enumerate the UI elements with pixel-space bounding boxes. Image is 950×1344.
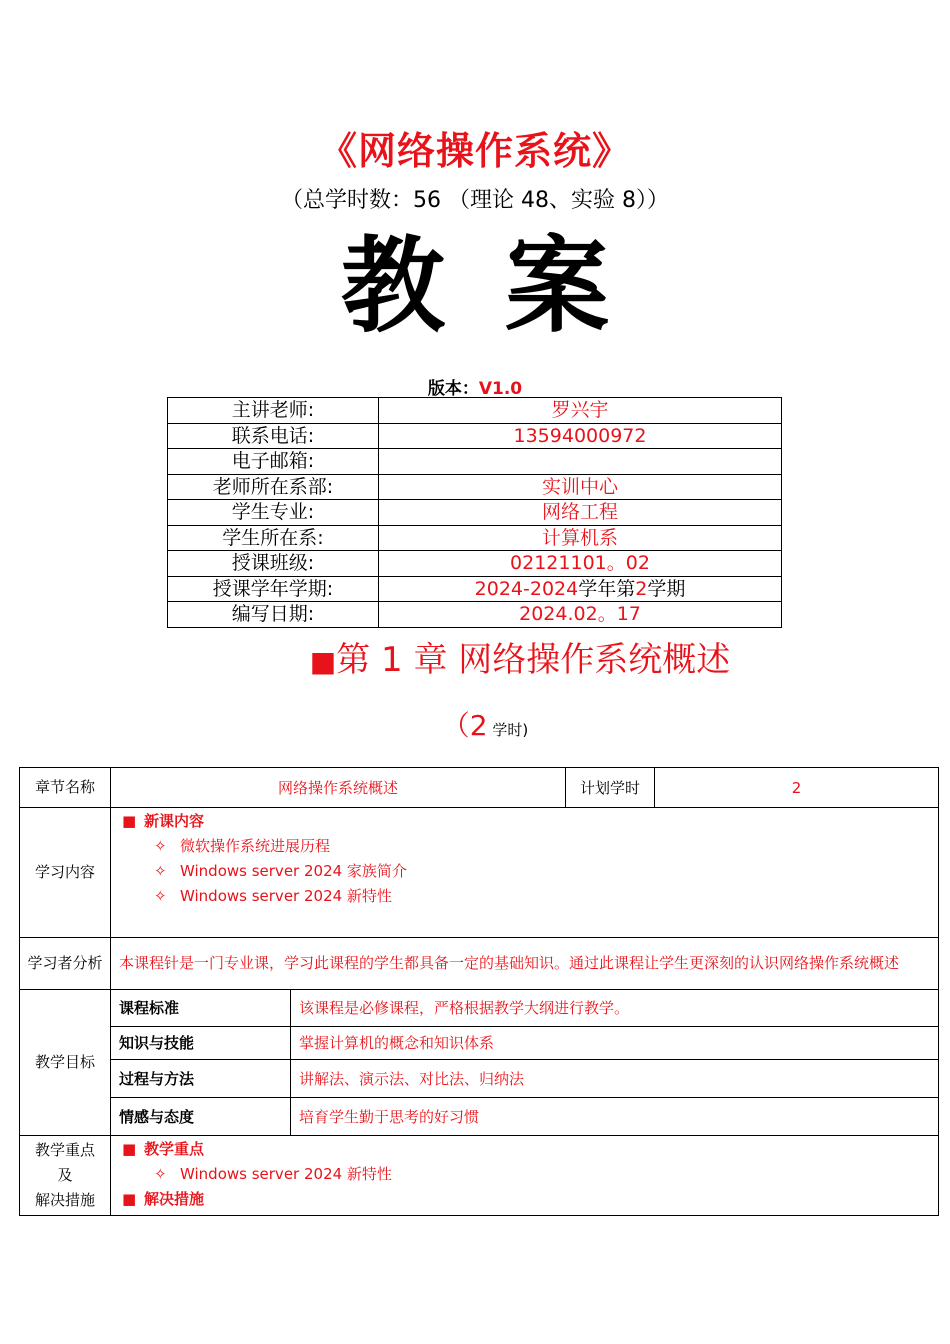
list-item xyxy=(112,1162,937,1187)
info-row xyxy=(168,551,782,577)
chapter-title-text: 第 1 章 网络操作系统概述 xyxy=(336,640,731,680)
goals-table xyxy=(111,990,938,1135)
goal-row xyxy=(111,990,938,1026)
info-row xyxy=(168,449,782,475)
key-label-line: 解决措施 xyxy=(34,1191,95,1209)
info-label: 学生专业: xyxy=(168,500,379,526)
chapter-name-row xyxy=(20,768,939,808)
info-row xyxy=(168,398,782,424)
info-label: 授课学年学期: xyxy=(168,576,379,602)
content-item: Windows server 2024 家族简介 xyxy=(180,862,407,880)
list-item xyxy=(112,834,937,859)
diamond-bullet-icon: ✧ xyxy=(154,862,167,880)
info-label: 授课班级: xyxy=(168,551,379,577)
info-value: 网络工程 xyxy=(379,500,782,526)
info-label: 联系电话: xyxy=(168,423,379,449)
year-text: 学年第 xyxy=(578,577,636,600)
goal-row xyxy=(111,1097,938,1135)
info-label: 主讲老师: xyxy=(168,398,379,424)
square-bullet-icon: ■ xyxy=(122,1190,137,1208)
square-bullet-icon: ■ xyxy=(309,645,337,678)
course-title: 《网络操作系统》 xyxy=(318,129,631,173)
info-row xyxy=(168,423,782,449)
teacher-info-table xyxy=(167,397,782,628)
content-row xyxy=(20,808,939,938)
goal-value: 该课程是必修课程，严格根据教学大纲进行教学。 xyxy=(291,990,939,1026)
info-label: 电子邮箱: xyxy=(168,449,379,475)
goal-value: 讲解法、演示法、对比法、归纳法 xyxy=(291,1059,939,1097)
info-row xyxy=(168,576,782,602)
list-item xyxy=(112,1187,937,1212)
version-label: 版本： xyxy=(427,379,479,399)
info-value: 02121101。02 xyxy=(379,551,782,577)
goals-label: 教学目标 xyxy=(20,990,111,1136)
content-item: Windows server 2024 新特性 xyxy=(180,887,392,905)
list-item xyxy=(112,809,937,834)
solution-heading: 解决措施 xyxy=(144,1190,205,1208)
square-bullet-icon: ■ xyxy=(122,812,137,830)
square-bullet-icon: ■ xyxy=(122,1140,137,1158)
key-item: Windows server 2024 新特性 xyxy=(180,1165,392,1183)
info-value xyxy=(379,576,782,602)
planned-hours-label: 计划学时 xyxy=(566,768,655,808)
content-item: 微软操作系统进展历程 xyxy=(180,837,331,855)
list-item xyxy=(112,859,937,884)
term-text: 学期 xyxy=(647,577,686,600)
chapter-hours xyxy=(0,704,950,744)
info-value: 2024.02。17 xyxy=(379,602,782,628)
total-hours-line: （总学时数：56 （理论 48、实验 8）） xyxy=(281,188,669,213)
key-heading: 教学重点 xyxy=(144,1140,205,1158)
goal-label: 课程标准 xyxy=(111,990,291,1026)
goal-row xyxy=(111,1059,938,1097)
learner-row xyxy=(20,938,939,990)
chapter-name-value: 网络操作系统概述 xyxy=(111,768,566,808)
info-value xyxy=(379,449,782,475)
hours-number: 2 xyxy=(469,709,488,742)
goal-value: 培育学生勤于思考的好习惯 xyxy=(291,1097,939,1135)
year-range: 2024-2024 xyxy=(474,577,579,600)
goal-label: 过程与方法 xyxy=(111,1059,291,1097)
learner-label: 学习者分析 xyxy=(20,938,111,990)
info-row xyxy=(168,602,782,628)
list-item xyxy=(112,1137,937,1162)
info-label: 学生所在系: xyxy=(168,525,379,551)
info-row xyxy=(168,474,782,500)
diamond-bullet-icon: ✧ xyxy=(154,837,167,855)
diamond-bullet-icon: ✧ xyxy=(154,1165,167,1183)
info-label: 老师所在系部: xyxy=(168,474,379,500)
version-line xyxy=(0,374,950,399)
info-value: 计算机系 xyxy=(379,525,782,551)
content-cell xyxy=(111,808,939,938)
goal-value: 掌握计算机的概念和知识体系 xyxy=(291,1026,939,1059)
goal-row xyxy=(111,1026,938,1059)
lesson-plan-title: 教案 xyxy=(340,225,669,347)
info-row xyxy=(168,500,782,526)
key-label-line: 及 xyxy=(57,1166,73,1184)
hours-open: （ xyxy=(441,709,470,742)
diamond-bullet-icon: ✧ xyxy=(154,887,167,905)
goal-label: 情感与态度 xyxy=(111,1097,291,1135)
info-value: 实训中心 xyxy=(379,474,782,500)
info-row xyxy=(168,525,782,551)
content-label: 学习内容 xyxy=(20,808,111,938)
learner-text: 本课程针是一门专业课，学习此课程的学生都具备一定的基础知识。通过此课程让学生更深刻的认识网络操作系统概述 xyxy=(111,938,939,990)
key-points-row xyxy=(20,1136,939,1216)
info-value: 罗兴宇 xyxy=(379,398,782,424)
info-label: 编写日期: xyxy=(168,602,379,628)
chapter-name-label: 章节名称 xyxy=(20,768,111,808)
version-value: V1.0 xyxy=(478,379,523,399)
chapter-title xyxy=(0,632,950,681)
goals-row xyxy=(20,990,939,1136)
key-label-line: 教学重点 xyxy=(34,1141,95,1159)
list-item xyxy=(112,884,937,909)
term-number: 2 xyxy=(635,577,648,600)
key-points-label xyxy=(20,1136,111,1216)
content-heading: 新课内容 xyxy=(144,812,205,830)
hours-unit: 学时) xyxy=(487,721,529,739)
planned-hours-value: 2 xyxy=(655,768,939,808)
info-value: 13594000972 xyxy=(379,423,782,449)
lesson-plan-table xyxy=(19,767,939,1216)
goal-label: 知识与技能 xyxy=(111,1026,291,1059)
goals-cell xyxy=(111,990,939,1136)
key-points-cell xyxy=(111,1136,939,1216)
